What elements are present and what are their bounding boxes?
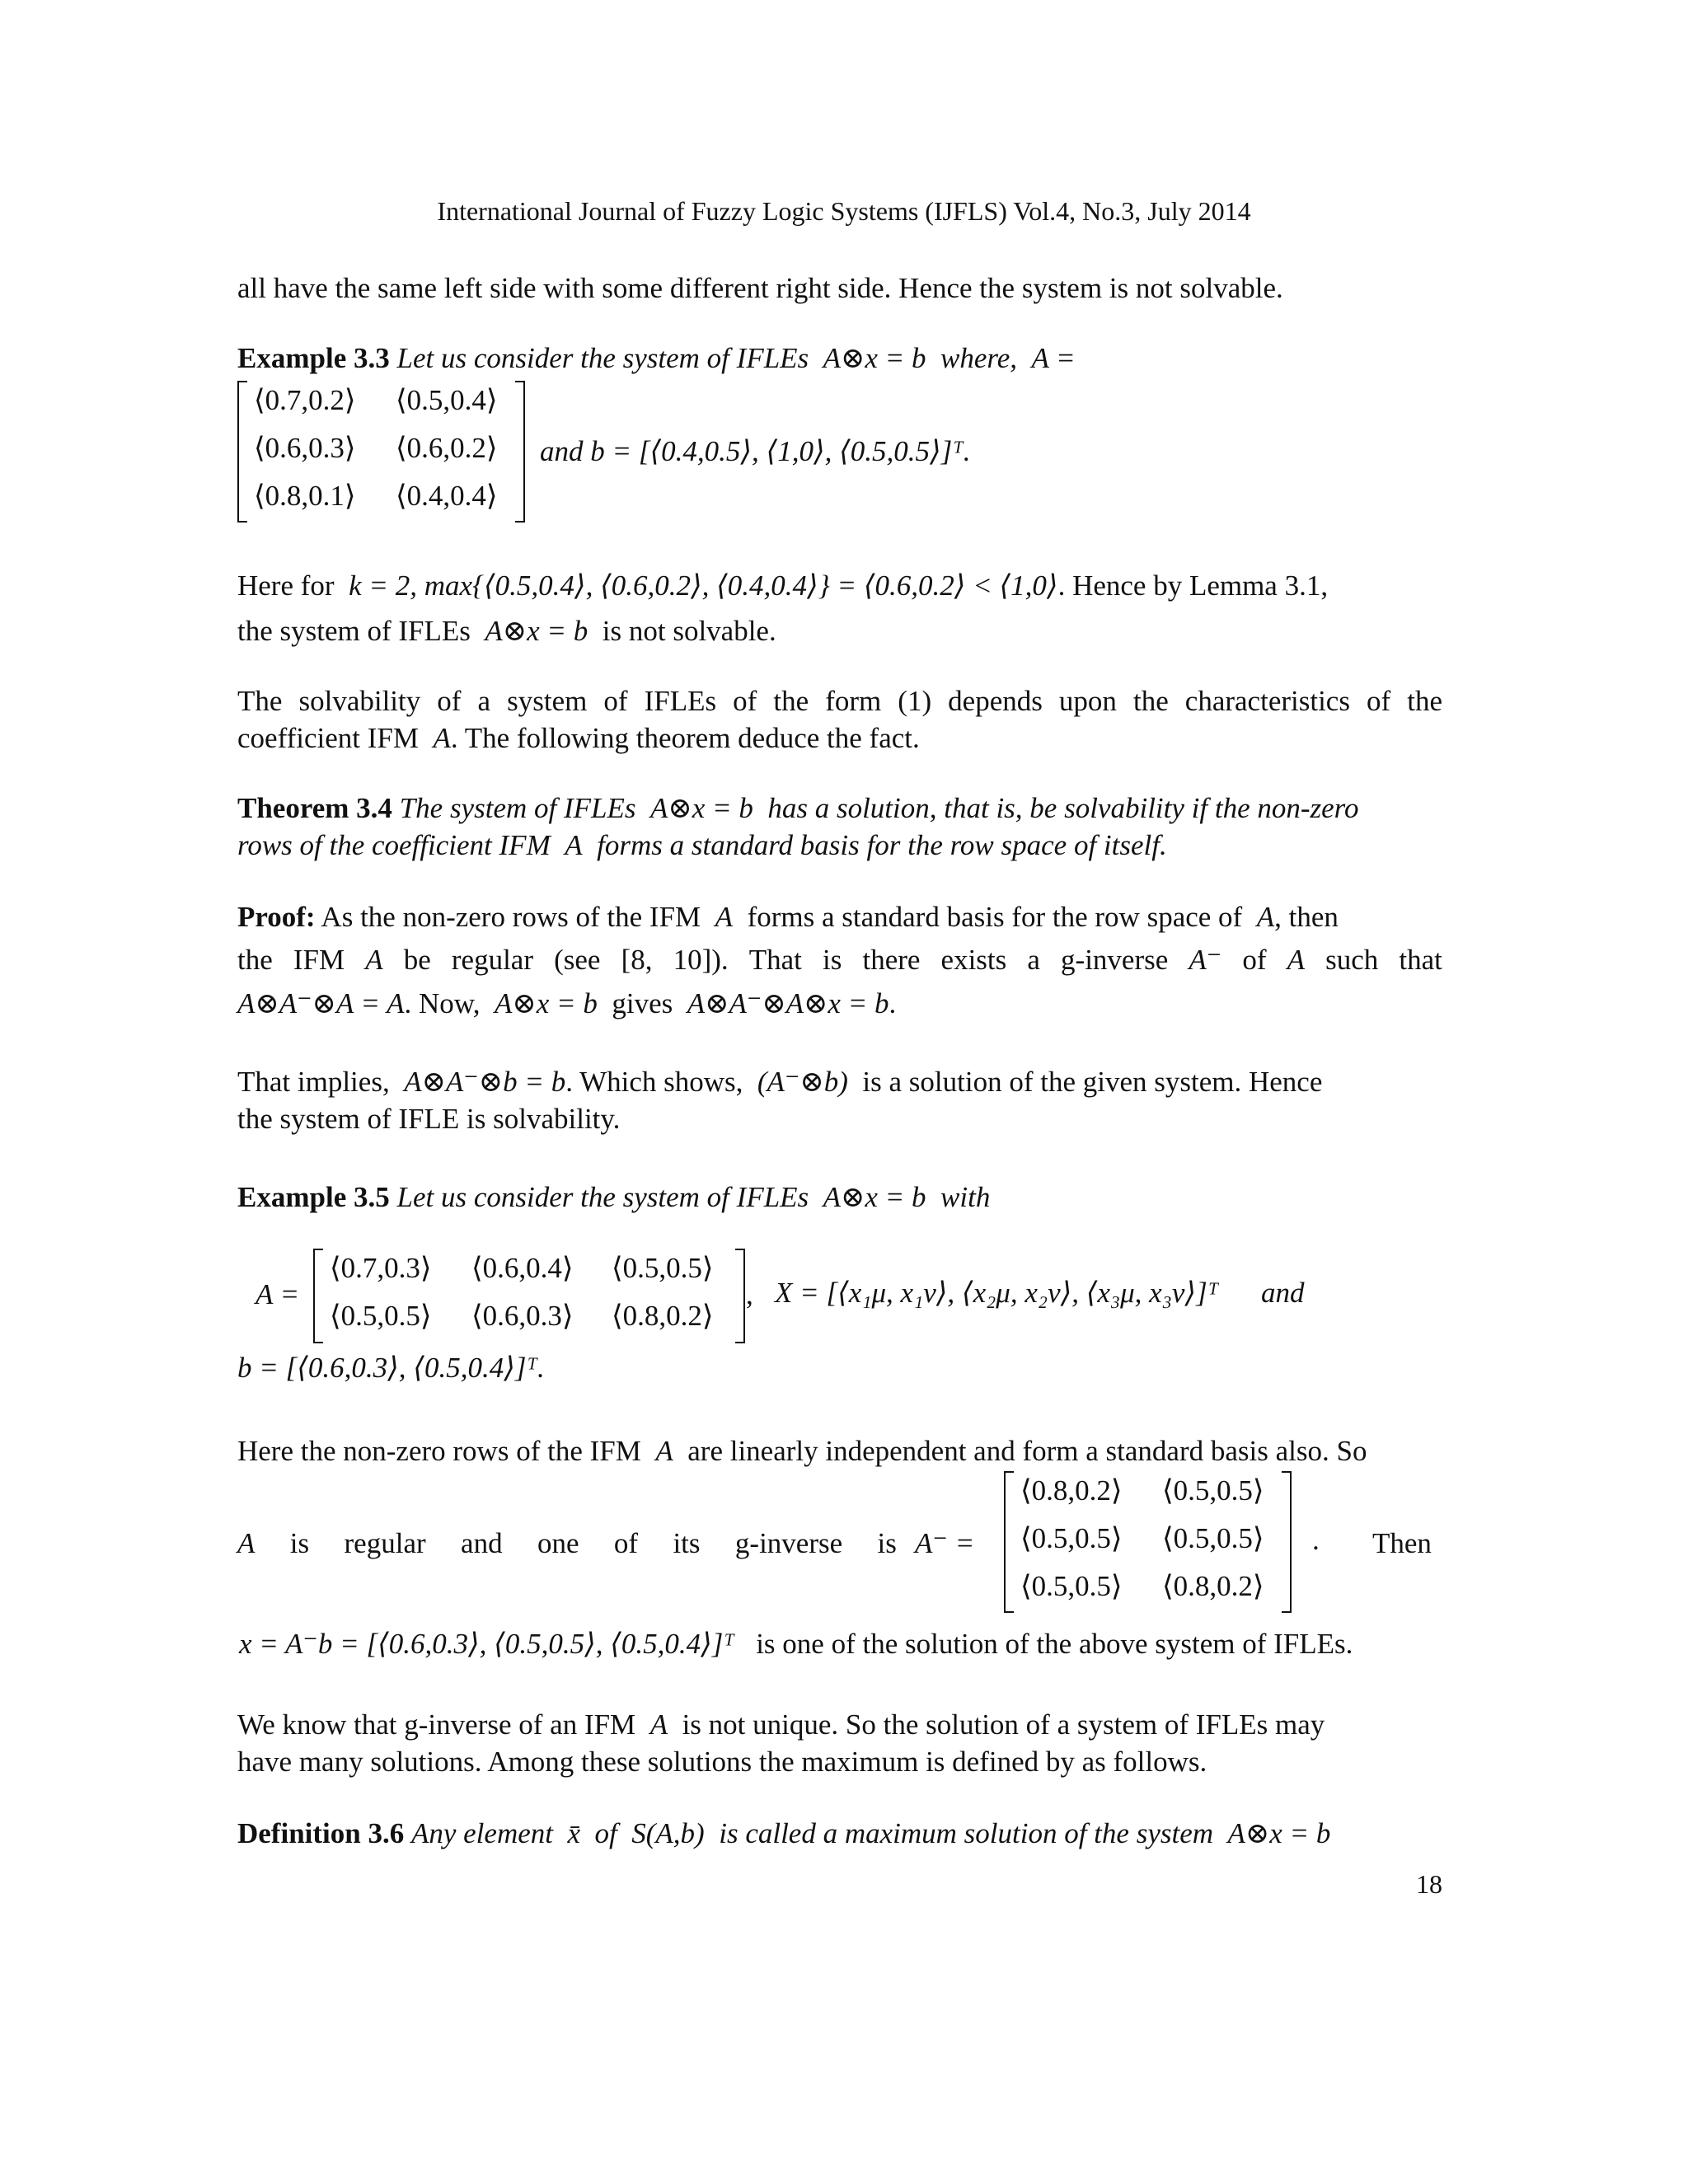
math-inline: A bbox=[1256, 901, 1275, 933]
word: regular bbox=[451, 944, 533, 976]
math-inline: A⊗x = b bbox=[649, 792, 753, 824]
math-inline: A⊗x = b bbox=[485, 615, 588, 647]
math-inline: A bbox=[433, 722, 451, 754]
math-inline: k = 2, max{⟨0.5,0.4⟩, ⟨0.6,0.2⟩, ⟨0.4,0.4⟩} = ⟨0.6,0.2⟩ < ⟨1,0⟩ bbox=[349, 569, 1058, 602]
a-equals: A = bbox=[256, 1278, 300, 1310]
comma: , bbox=[746, 1278, 753, 1310]
vector-b: b = [⟨0.6,0.3⟩, ⟨0.5,0.4⟩]ᵀ. bbox=[237, 1352, 545, 1384]
with-text: with bbox=[940, 1181, 991, 1213]
math-inline: A⊗x = b bbox=[495, 987, 598, 1019]
matrix-cell: ⟨0.7,0.2⟩ bbox=[254, 384, 356, 416]
matrix-cell: ⟨0.6,0.3⟩ bbox=[471, 1300, 574, 1332]
matrix-cell: ⟨0.5,0.4⟩ bbox=[396, 384, 498, 416]
math-inline: A bbox=[655, 1435, 673, 1467]
paragraph-implies bbox=[237, 1063, 1442, 1137]
theorem-label: Theorem 3.4 bbox=[237, 792, 392, 824]
matrix-cell: ⟨0.4,0.4⟩ bbox=[396, 480, 498, 512]
matrix-cell: ⟨0.5,0.5⟩ bbox=[1162, 1474, 1264, 1507]
example-3-3-heading bbox=[237, 340, 1442, 377]
example-label: Example 3.3 bbox=[237, 342, 390, 374]
word: that bbox=[1399, 944, 1442, 976]
text: is called a maximum solution of the system bbox=[719, 1817, 1214, 1849]
page-number: 18 bbox=[1416, 1869, 1442, 1899]
text: forms a standard basis for the row space of bbox=[747, 901, 1243, 933]
proof-line-1 bbox=[237, 898, 1442, 935]
g-inverse-line bbox=[237, 1527, 897, 1560]
word: is bbox=[877, 1527, 897, 1559]
math-inline: A⊗x = b bbox=[1227, 1817, 1331, 1849]
math-inline: A bbox=[365, 944, 383, 976]
text: have many solutions. Among these solutions the maximum is defined by as follows. bbox=[237, 1746, 1207, 1778]
equation: A⊗x = b bbox=[823, 1181, 926, 1213]
word: such bbox=[1325, 944, 1379, 976]
math-inline: (A⁻⊗b) bbox=[757, 1066, 848, 1098]
word: one bbox=[537, 1527, 579, 1559]
text: As the non-zero rows of the IFM bbox=[321, 901, 701, 933]
word: g-inverse bbox=[734, 1527, 843, 1559]
matrix-cell: ⟨0.8,0.2⟩ bbox=[1020, 1474, 1123, 1507]
text: The solvability of a system of IFLEs of the form (1) depends upon the characteristics of the bbox=[237, 685, 1442, 717]
matrix-cell: ⟨0.5,0.5⟩ bbox=[1162, 1522, 1264, 1554]
matrix-cell: ⟨0.5,0.5⟩ bbox=[1020, 1522, 1123, 1554]
word: is bbox=[289, 1527, 310, 1559]
text: . bbox=[889, 987, 897, 1019]
text: Any element bbox=[410, 1817, 553, 1849]
text: Here the non-zero rows of the IFM bbox=[237, 1435, 641, 1467]
math-inline: A⁻ bbox=[1189, 944, 1222, 976]
matrix-cell: ⟨0.8,0.2⟩ bbox=[1162, 1570, 1264, 1602]
definition-3-6 bbox=[237, 1815, 1442, 1852]
text: rows of the coefficient IFM bbox=[237, 829, 551, 861]
text: That implies, bbox=[237, 1066, 390, 1098]
vector-x: X = [⟨x₁μ, x₁ν⟩, ⟨x₂μ, x₂ν⟩, ⟨x₃μ, x₃ν⟩]ᵀ bbox=[775, 1277, 1219, 1309]
matrix-cell: ⟨0.6,0.3⟩ bbox=[254, 432, 356, 464]
a-inverse-equals: A⁻ = bbox=[915, 1527, 975, 1559]
word: regular bbox=[344, 1527, 426, 1559]
text: Here for bbox=[237, 569, 335, 602]
math-inline: x̄ bbox=[567, 1817, 581, 1849]
text: of bbox=[594, 1817, 617, 1849]
word: 10]). bbox=[673, 944, 729, 976]
matrix-cell: ⟨0.7,0.3⟩ bbox=[330, 1252, 432, 1284]
word: IFM bbox=[293, 944, 345, 976]
proof-line-3 bbox=[237, 985, 1442, 1022]
text: . Hence by Lemma 3.1, bbox=[1057, 569, 1329, 602]
paragraph-solvability bbox=[237, 682, 1442, 757]
text: . Now, bbox=[404, 987, 481, 1019]
text: . Which shows, bbox=[565, 1066, 743, 1098]
example-text: Let us consider the system of IFLEs bbox=[396, 342, 809, 374]
text: gives bbox=[612, 987, 673, 1019]
matrix-cell: ⟨0.6,0.4⟩ bbox=[471, 1252, 574, 1284]
matrix-a-2x3 bbox=[313, 1249, 745, 1343]
text: the system of IFLE is solvability. bbox=[237, 1103, 621, 1135]
period: . bbox=[1312, 1524, 1320, 1556]
word: That bbox=[748, 944, 802, 976]
math-inline: A bbox=[237, 1527, 256, 1559]
paragraph-lemma bbox=[237, 567, 1442, 604]
a-equals: A = bbox=[1031, 342, 1076, 374]
text: the system of IFLEs bbox=[237, 615, 471, 647]
text: , then bbox=[1274, 901, 1339, 933]
theorem-3-4 bbox=[237, 790, 1442, 864]
word: of bbox=[1242, 944, 1267, 976]
running-header: International Journal of Fuzzy Logic Systems (IJFLS) Vol.4, No.3, July 2014 bbox=[437, 196, 1251, 226]
proof-line-2 bbox=[237, 941, 1442, 978]
word: (see bbox=[554, 944, 601, 976]
math-inline: A bbox=[1287, 944, 1306, 976]
matrix-a-3x2 bbox=[237, 381, 525, 523]
text: coefficient IFM bbox=[237, 722, 419, 754]
word: its bbox=[673, 1527, 701, 1559]
matrix-cell: ⟨0.5,0.5⟩ bbox=[330, 1300, 432, 1332]
vector-b: and b = [⟨0.4,0.5⟩, ⟨1,0⟩, ⟨0.5,0.5⟩]ᵀ. bbox=[540, 435, 971, 467]
matrix-a-inverse bbox=[1004, 1471, 1292, 1613]
word: of bbox=[613, 1527, 639, 1559]
math-inline: A⊗A⁻⊗b = b bbox=[404, 1066, 566, 1098]
equation: A⊗x = b bbox=[823, 342, 926, 374]
example-label: Example 3.5 bbox=[237, 1181, 390, 1213]
paragraph-regular bbox=[237, 1432, 1442, 1469]
matrix-cell: ⟨0.6,0.2⟩ bbox=[396, 432, 498, 464]
math-inline: S(A,b) bbox=[631, 1817, 705, 1849]
math-inline: A bbox=[715, 901, 734, 933]
word: and bbox=[461, 1527, 503, 1559]
word: be bbox=[403, 944, 431, 976]
paragraph-lemma-line2 bbox=[237, 612, 1442, 649]
text: has a solution, that is, be solvability if the non-zero bbox=[767, 792, 1359, 824]
paragraph-unique bbox=[237, 1706, 1442, 1780]
word: the bbox=[237, 944, 273, 976]
word: there bbox=[862, 944, 921, 976]
word: [8, bbox=[621, 944, 653, 976]
matrix-cell: ⟨0.5,0.5⟩ bbox=[1020, 1570, 1123, 1602]
text: is not solvable. bbox=[602, 615, 776, 647]
solution-line bbox=[239, 1628, 1353, 1661]
matrix-cell: ⟨0.8,0.2⟩ bbox=[612, 1300, 714, 1332]
matrix-cell: ⟨0.5,0.5⟩ bbox=[612, 1252, 714, 1284]
example-3-5-heading bbox=[237, 1179, 1442, 1216]
text: We know that g-inverse of an IFM bbox=[237, 1708, 636, 1741]
definition-label: Definition 3.6 bbox=[237, 1817, 405, 1849]
text: is one of the solution of the above system of IFLEs. bbox=[756, 1628, 1353, 1660]
text: are linearly independent and form a standard basis also. So bbox=[687, 1435, 1367, 1467]
text: . The following theorem deduce the fact. bbox=[450, 722, 920, 754]
word: a bbox=[1027, 944, 1040, 976]
word: g-inverse bbox=[1061, 944, 1169, 976]
text: is a solution of the given system. Hence bbox=[862, 1066, 1323, 1098]
text: is not unique. So the solution of a system of IFLEs may bbox=[682, 1708, 1325, 1741]
example-text: Let us consider the system of IFLEs bbox=[396, 1181, 809, 1213]
math-inline: A⊗A⁻⊗A = A bbox=[237, 987, 405, 1019]
and-text: and bbox=[1261, 1277, 1305, 1309]
math-inline: A⊗A⁻⊗A⊗x = b bbox=[687, 987, 889, 1019]
math-inline: x = A⁻b = [⟨0.6,0.3⟩, ⟨0.5,0.5⟩, ⟨0.5,0.4⟩]ᵀ bbox=[239, 1628, 734, 1660]
text: forms a standard basis for the row space of itself. bbox=[597, 829, 1167, 861]
proof-label: Proof: bbox=[237, 901, 316, 933]
word: exists bbox=[940, 944, 1007, 976]
text: The system of IFLEs bbox=[399, 792, 636, 824]
where-text: where, bbox=[940, 342, 1018, 374]
then-text: Then bbox=[1372, 1527, 1432, 1559]
math-inline: A bbox=[565, 829, 583, 861]
word: is bbox=[823, 944, 842, 976]
math-inline: A bbox=[649, 1708, 668, 1741]
matrix-cell: ⟨0.8,0.1⟩ bbox=[254, 480, 356, 512]
paragraph-continuation: all have the same left side with some different right side. Hence the system is not solvable. bbox=[237, 272, 1283, 304]
